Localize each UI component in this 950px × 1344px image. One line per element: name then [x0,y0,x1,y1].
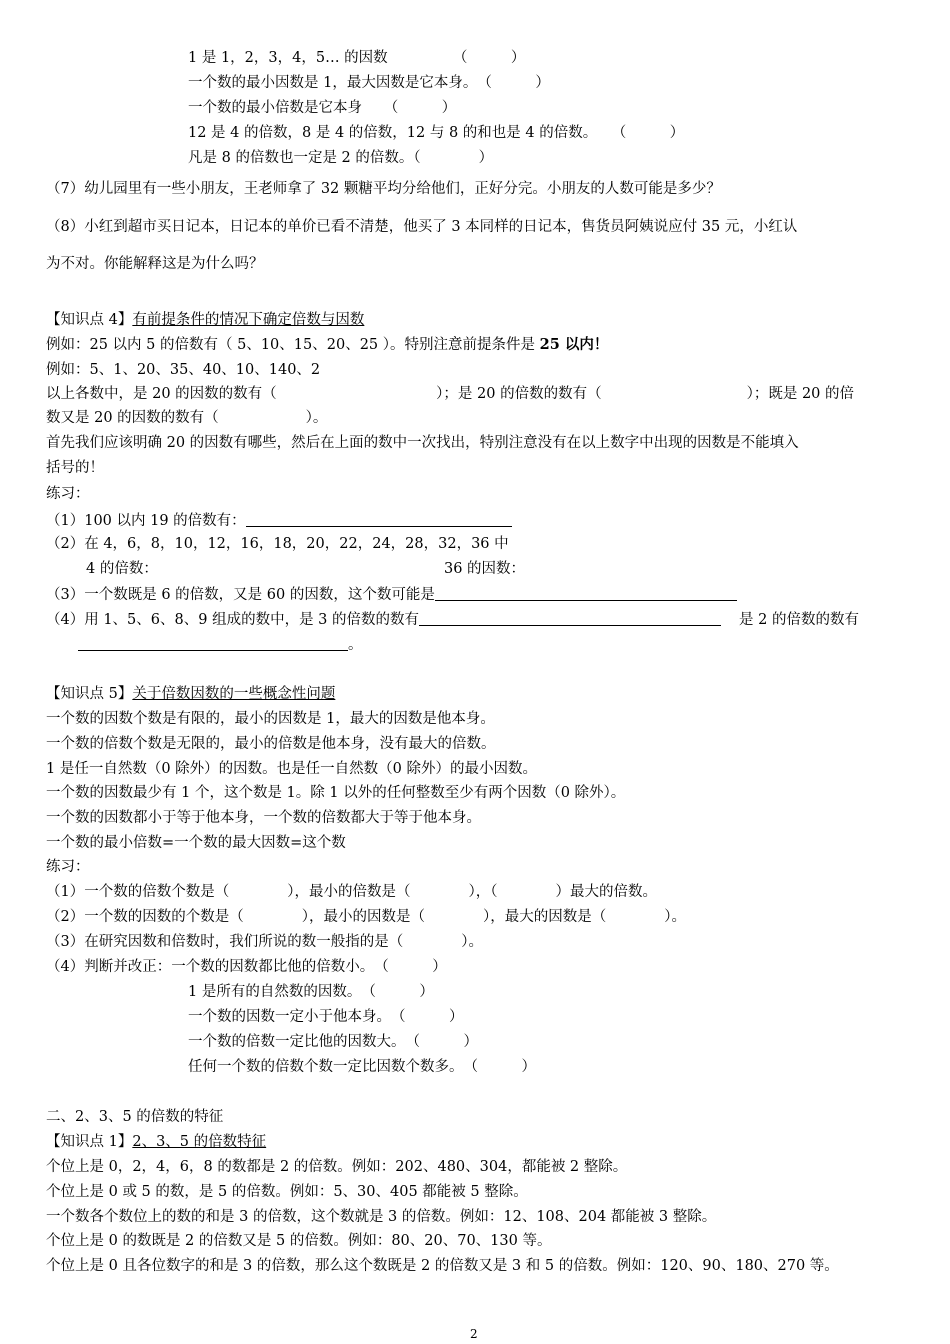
k5-practice-4-item: 一个数的倍数一定比他的因数大。 （ ） [188,1034,478,1050]
section-2-subtitle: 2、3、5 的倍数特征 [132,1134,267,1150]
k5-practice-3: （3）在研究因数和倍数时，我们所说的数一般指的是（ ）。 [46,934,483,950]
question-8-line-2: 为不对。你能解释这是为什么吗？ [46,256,264,272]
judgement-item-5: 凡是 8 的倍数也一定是 2 的倍数。（ ） [188,150,494,166]
k4-practice-3 [46,586,737,603]
k4-example-1 [46,338,608,353]
k4-practice-2a: 4 的倍数： [86,561,158,577]
judgement-item-2: 一个数的最小因数是 1，最大因数是它本身。 （ ） [188,75,550,91]
answer-blank[interactable] [246,512,512,527]
judgement-item-1: 1 是 1，2，3，4，5… 的因数 （ ） [188,50,526,66]
k5-line: 一个数的倍数个数是无限的，最小的倍数是他本身，没有最大的倍数。 [46,736,496,752]
k5-practice-2: （2）一个数的因数的个数是（ ），最小的因数是（ ），最大的因数是（ ）。 [46,909,686,925]
k4-practice-4-text-2: 是 2 的倍数的数有 [739,612,859,628]
k5-line: 一个数的最小倍数=一个数的最大因数=这个数 [46,835,346,851]
section-2-head: 【知识点 1】 [46,1134,133,1150]
k4-line-3: 以上各数中，是 20 的因数的数有（ ）；是 20 的倍数的数有（ ）；既是 20 的倍 [46,386,855,402]
k4-example-2: 例如：5、1、20、35、40、10、140、2 [46,362,321,378]
k4-practice-2: （2）在 4，6，8，10，12，16，18，20，22，24，28，32，36 中 [46,536,509,552]
k4-practice-1 [46,512,512,529]
judgement-item-4: 12 是 4 的倍数，8 是 4 的倍数，12 与 8 的和也是 4 的倍数。 （ ） [188,125,685,141]
k5-line: 1 是任一自然数（0 除外）的因数。也是任一自然数（0 除外）的最小因数。 [46,761,538,777]
section-2-line: 个位上是 0 的数既是 2 的倍数又是 5 的倍数。例如：80、20、70、130 等。 [46,1233,552,1249]
k4-head: 【知识点 4】 [46,312,133,328]
page-number: 2 [470,1327,478,1341]
section-2-line: 一个数各个数位上的数的和是 3 的倍数，这个数就是 3 的倍数。例如：12、108、204 都能被 3 整除。 [46,1209,717,1225]
k4-practice-label: 练习： [46,486,90,502]
k5-practice-label: 练习： [46,859,90,875]
k5-title: 关于倍数因数的一些概念性问题 [132,686,336,702]
answer-blank[interactable] [419,611,721,626]
section-2-line: 个位上是 0 且各位数字的和是 3 的倍数，那么这个数既是 2 的倍数又是 3 和 5 的倍数。例如：120、90、180、270 等。 [46,1258,839,1274]
k5-practice-4-item: 1 是所有的自然数的因数。 （ ） [188,984,434,1000]
k5-heading [46,687,335,702]
judgement-item-3: 一个数的最小倍数是它本身 （ ） [188,100,457,116]
k4-practice-3-text: （3）一个数既是 6 的倍数，又是 60 的因数，这个数可能是 [46,587,435,603]
k4-example-1-emphasis: 25 以内！ [539,336,609,353]
k4-line-4: 数又是 20 的因数的数有（ ）。 [46,410,328,426]
k4-practice-4-continued [78,636,363,653]
k5-line: 一个数的因数最少有 1 个，这个数是 1。除 1 以外的任何整数至少有两个因数（0 除外）。 [46,785,626,801]
k5-practice-1: （1）一个数的倍数个数是（ ），最小的倍数是（ ），（ ）最大的倍数。 [46,884,657,900]
k4-example-1-text: 例如：25 以内 5 的倍数有（ 5、10、15、20、25 ）。特别注意前提条件是 [46,337,540,353]
k4-practice-2b: 36 的因数： [444,561,526,577]
k5-practice-4-item: 任何一个数的倍数个数一定比因数个数多。 （ ） [188,1059,536,1075]
k4-heading [46,313,364,328]
k4-practice-4-end: 。 [348,637,363,653]
k4-title: 有前提条件的情况下确定倍数与因数 [132,312,365,328]
section-2-line: 个位上是 0 或 5 的数，是 5 的倍数。例如：5、30、405 都能被 5 整除。 [46,1184,528,1200]
k5-head: 【知识点 5】 [46,686,133,702]
section-2-line: 个位上是 0，2，4，6，8 的数都是 2 的倍数。例如：202、480、304，都能被 2 整除。 [46,1159,628,1175]
k4-practice-4-text: （4）用 1、5、6、8、9 组成的数中，是 3 的倍数的数有 [46,612,420,628]
k4-practice-4 [46,611,859,628]
k5-practice-4-item: 一个数的因数一定小于他本身。 （ ） [188,1009,464,1025]
k5-line: 一个数的因数个数是有限的，最小的因数是 1，最大的因数是他本身。 [46,711,495,727]
question-8-line-1: （8）小红到超市买日记本，日记本的单价已看不清楚，他买了 3 本同样的日记本，售货员阿姨说应付 35 元，小红认 [46,219,798,235]
answer-blank[interactable] [435,586,737,601]
answer-blank[interactable] [78,636,348,651]
k4-line-6: 括号的！ [46,460,104,476]
section-2-heading [46,1135,266,1150]
k4-practice-1-text: （1）100 以内 19 的倍数有： [46,513,246,529]
section-2-title: 二、2、3、5 的倍数的特征 [46,1109,224,1125]
question-7: （7）幼儿园里有一些小朋友，王老师拿了 32 颗糖平均分给他们，正好分完。小朋友的人数可能是多少？ [46,181,721,197]
k4-line-5: 首先我们应该明确 20 的因数有哪些，然后在上面的数中一次找出，特别注意没有在以上数字中出现的因数是不能填入 [46,435,799,451]
k5-line: 一个数的因数都小于等于他本身，一个数的倍数都大于等于他本身。 [46,810,481,826]
k5-practice-4: （4）判断并改正：一个数的因数都比他的倍数小。 （ ） [46,959,447,975]
